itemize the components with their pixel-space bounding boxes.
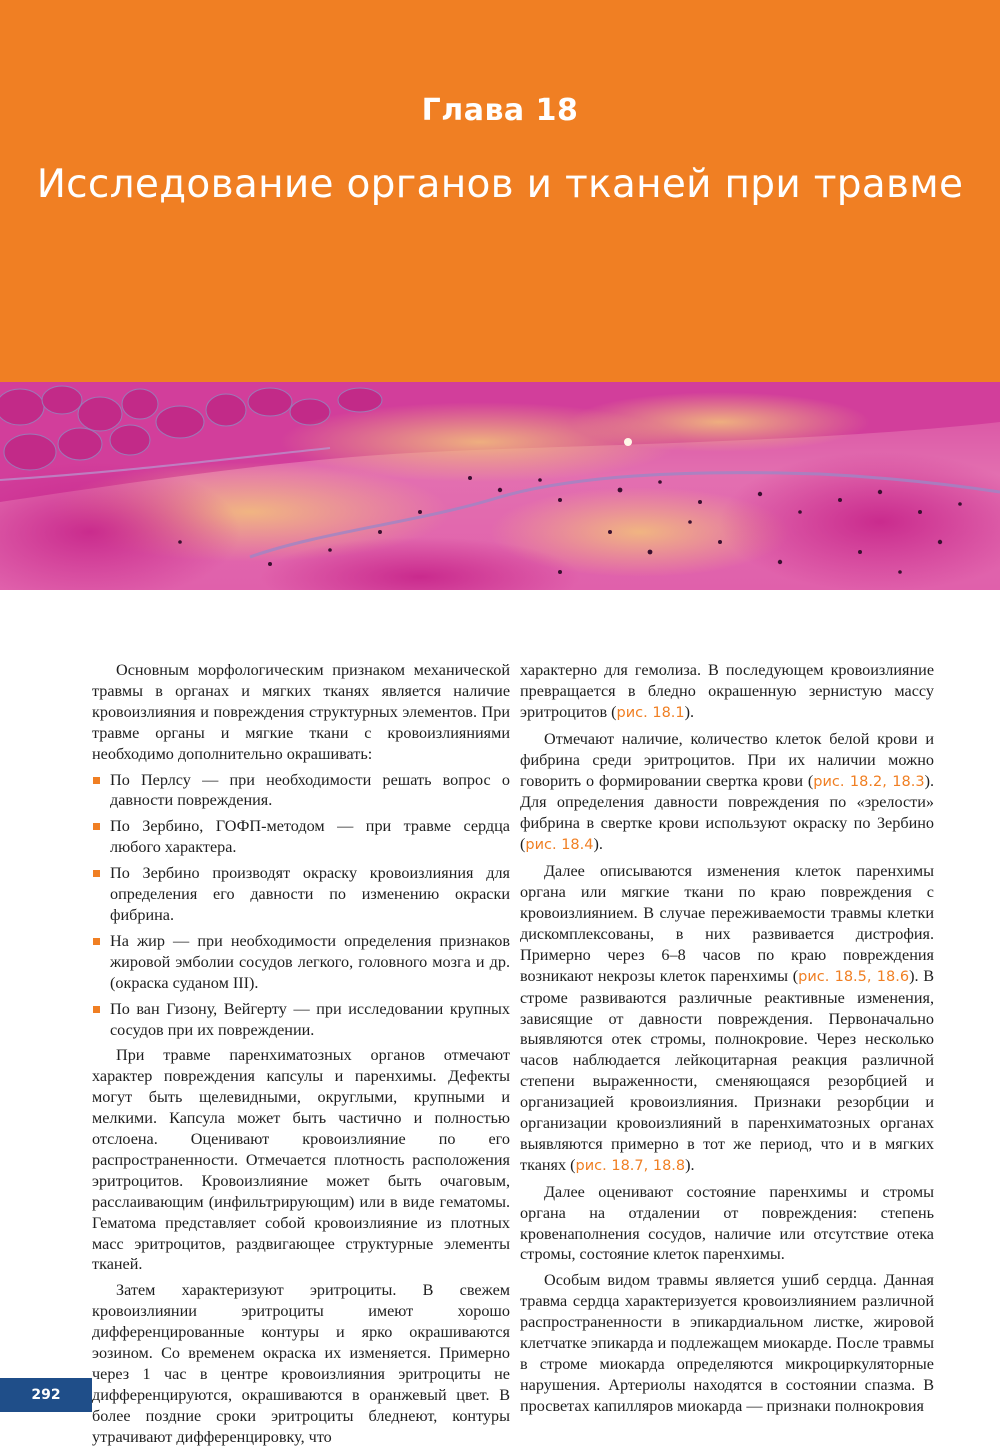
figure-reference[interactable]: рис. 18.7, 18.8 [575,1157,686,1174]
figure-reference[interactable]: рис. 18.2, 18.3 [813,773,925,790]
paragraph-text: ). [685,1155,695,1174]
paragraph-text: Отмечают наличие, количество клеток белой крови и фибрина среди эритроцитов. При их наличии можно говорить о формировании свертка крови ( [520,729,934,790]
page-number: 292 [0,1378,92,1412]
paragraph-text: ). В строме развиваются различные реактивные изменения, зависящие от давности повреждения. Первоначально выявляются отек стромы, полнокровие. Через несколько часов наблюдается лейкоцитарная реакция различной степени выраженности, сменяющаяся резорбцией и организацией кровоизлияния. Признаки резорбции и организации кровоизлияний в паренхиматозных органах выявляются примерно в тот же период, что и в мягких тканях ( [520,966,935,1174]
histology-image-drawing [0,382,1000,590]
figure-reference[interactable]: рис. 18.1 [616,704,685,721]
paragraph-text: ). Для определения давности повреждения по «зрелости» фибрина в свертке крови используют окраску по Зербино ( [520,771,934,854]
chapter-label: Глава 18 [421,93,579,128]
paragraph: При травме паренхиматозных органов отмечают характер повреждения капсулы и паренхимы. Дефекты могут быть щелевидными, округлыми, крупными и мелкими. Капсула может быть частично и полностью отслоена. Оценивают кровоизлияние по его распространенности. Отмечается плотность расположения эритроцитов. Кровоизлияние может быть очаговым, расслаивающим (инфильтрирующим) или в виде гематомы. Гематома представляет собой кровоизлияние из плотных масс эритроцитов, раздвигающее структурные элементы тканей. [92,1046,510,1274]
list-item: По Зербино, ГОФП-методом — при травме сердца любого характера. [92,816,510,858]
paragraph [520,660,934,724]
staining-list [92,770,510,1041]
paragraph [520,861,934,1177]
list-item: По Перлсу — при необходимости решать вопрос о давности повреждения. [92,770,510,812]
histology-section-image [0,382,1000,590]
list-item: По ван Гизону, Вейгерту — при исследовании крупных сосудов при их повреждении. [92,999,510,1041]
paragraph-text: ). [684,702,695,721]
paragraph: Затем характеризуют эритроциты. В свежем кровоизлиянии эритроциты имеют хорошо дифференцированные контуры и ярко окрашиваются эозином. Со временем окраска их изменяется. Примерно через 1 час в центре кровоизлияния эритроциты не дифференцируются, окрашиваются в оранжевый цвет. В более поздние сроки эритроциты бледнеют, контуры утрачивают дифференцировку, что [92,1281,510,1446]
text-column-left [92,660,510,1453]
paragraph: Далее оценивают состояние паренхимы и стромы органа на отдалении от повреждения: степень кровенаполнения сосудов, наличие или отсутствие отека стромы, состояние клеток паренхимы. [520,1182,934,1264]
paragraph-text: ). [593,835,603,854]
chapter-header [0,0,1000,382]
chapter-title: Исследование органов и тканей при травме [36,162,964,207]
paragraph-text: Далее описываются изменения клеток паренхимы органа или мягкие ткани по краю повреждения с кровоизлиянием. В случае переживаемости травмы клетки дискомплексованы, в них развивается дистрофия. Примерно через 6–8 часов по краю повреждения возникают некрозы клеток паренхимы ( [520,862,934,985]
paragraph-text: характерно для гемолиза. В последующем кровоизлияние превращается в бледно окрашенную зернистую массу эритроцитов ( [520,661,934,721]
paragraph: Основным морфологическим признаком механической травмы в органах и мягких тканях является наличие кровоизлияния и повреждения структурных элементов. При травме органы и мягкие ткани с кровоизлияниями необходимо дополнительно окрашивать: [92,661,510,763]
text-column-right [520,660,934,1422]
list-item: На жир — при необходимости определения признаков жировой эмболии сосудов легкого, головного мозга и др. (окраска суданом III). [92,931,510,994]
paragraph: Особым видом травмы является ушиб сердца. Данная травма сердца характеризуется кровоизлиянием различной распространенности в эпикардиальном листке, жировой клетчатке эпикарда и подлежащем миокарде. После травмы в строме миокарда определяются микроциркуляторные нарушения. Артериолы находятся в состоянии спазма. В просветах капилляров миокарда — признаки полнокровия [520,1271,934,1415]
paragraph [520,729,934,856]
figure-reference[interactable]: рис. 18.5, 18.6 [798,968,910,985]
list-item: По Зербино производят окраску кровоизлияния для определения его давности по изменению окраски фибрина. [92,863,510,926]
figure-reference[interactable]: рис. 18.4 [525,837,594,854]
